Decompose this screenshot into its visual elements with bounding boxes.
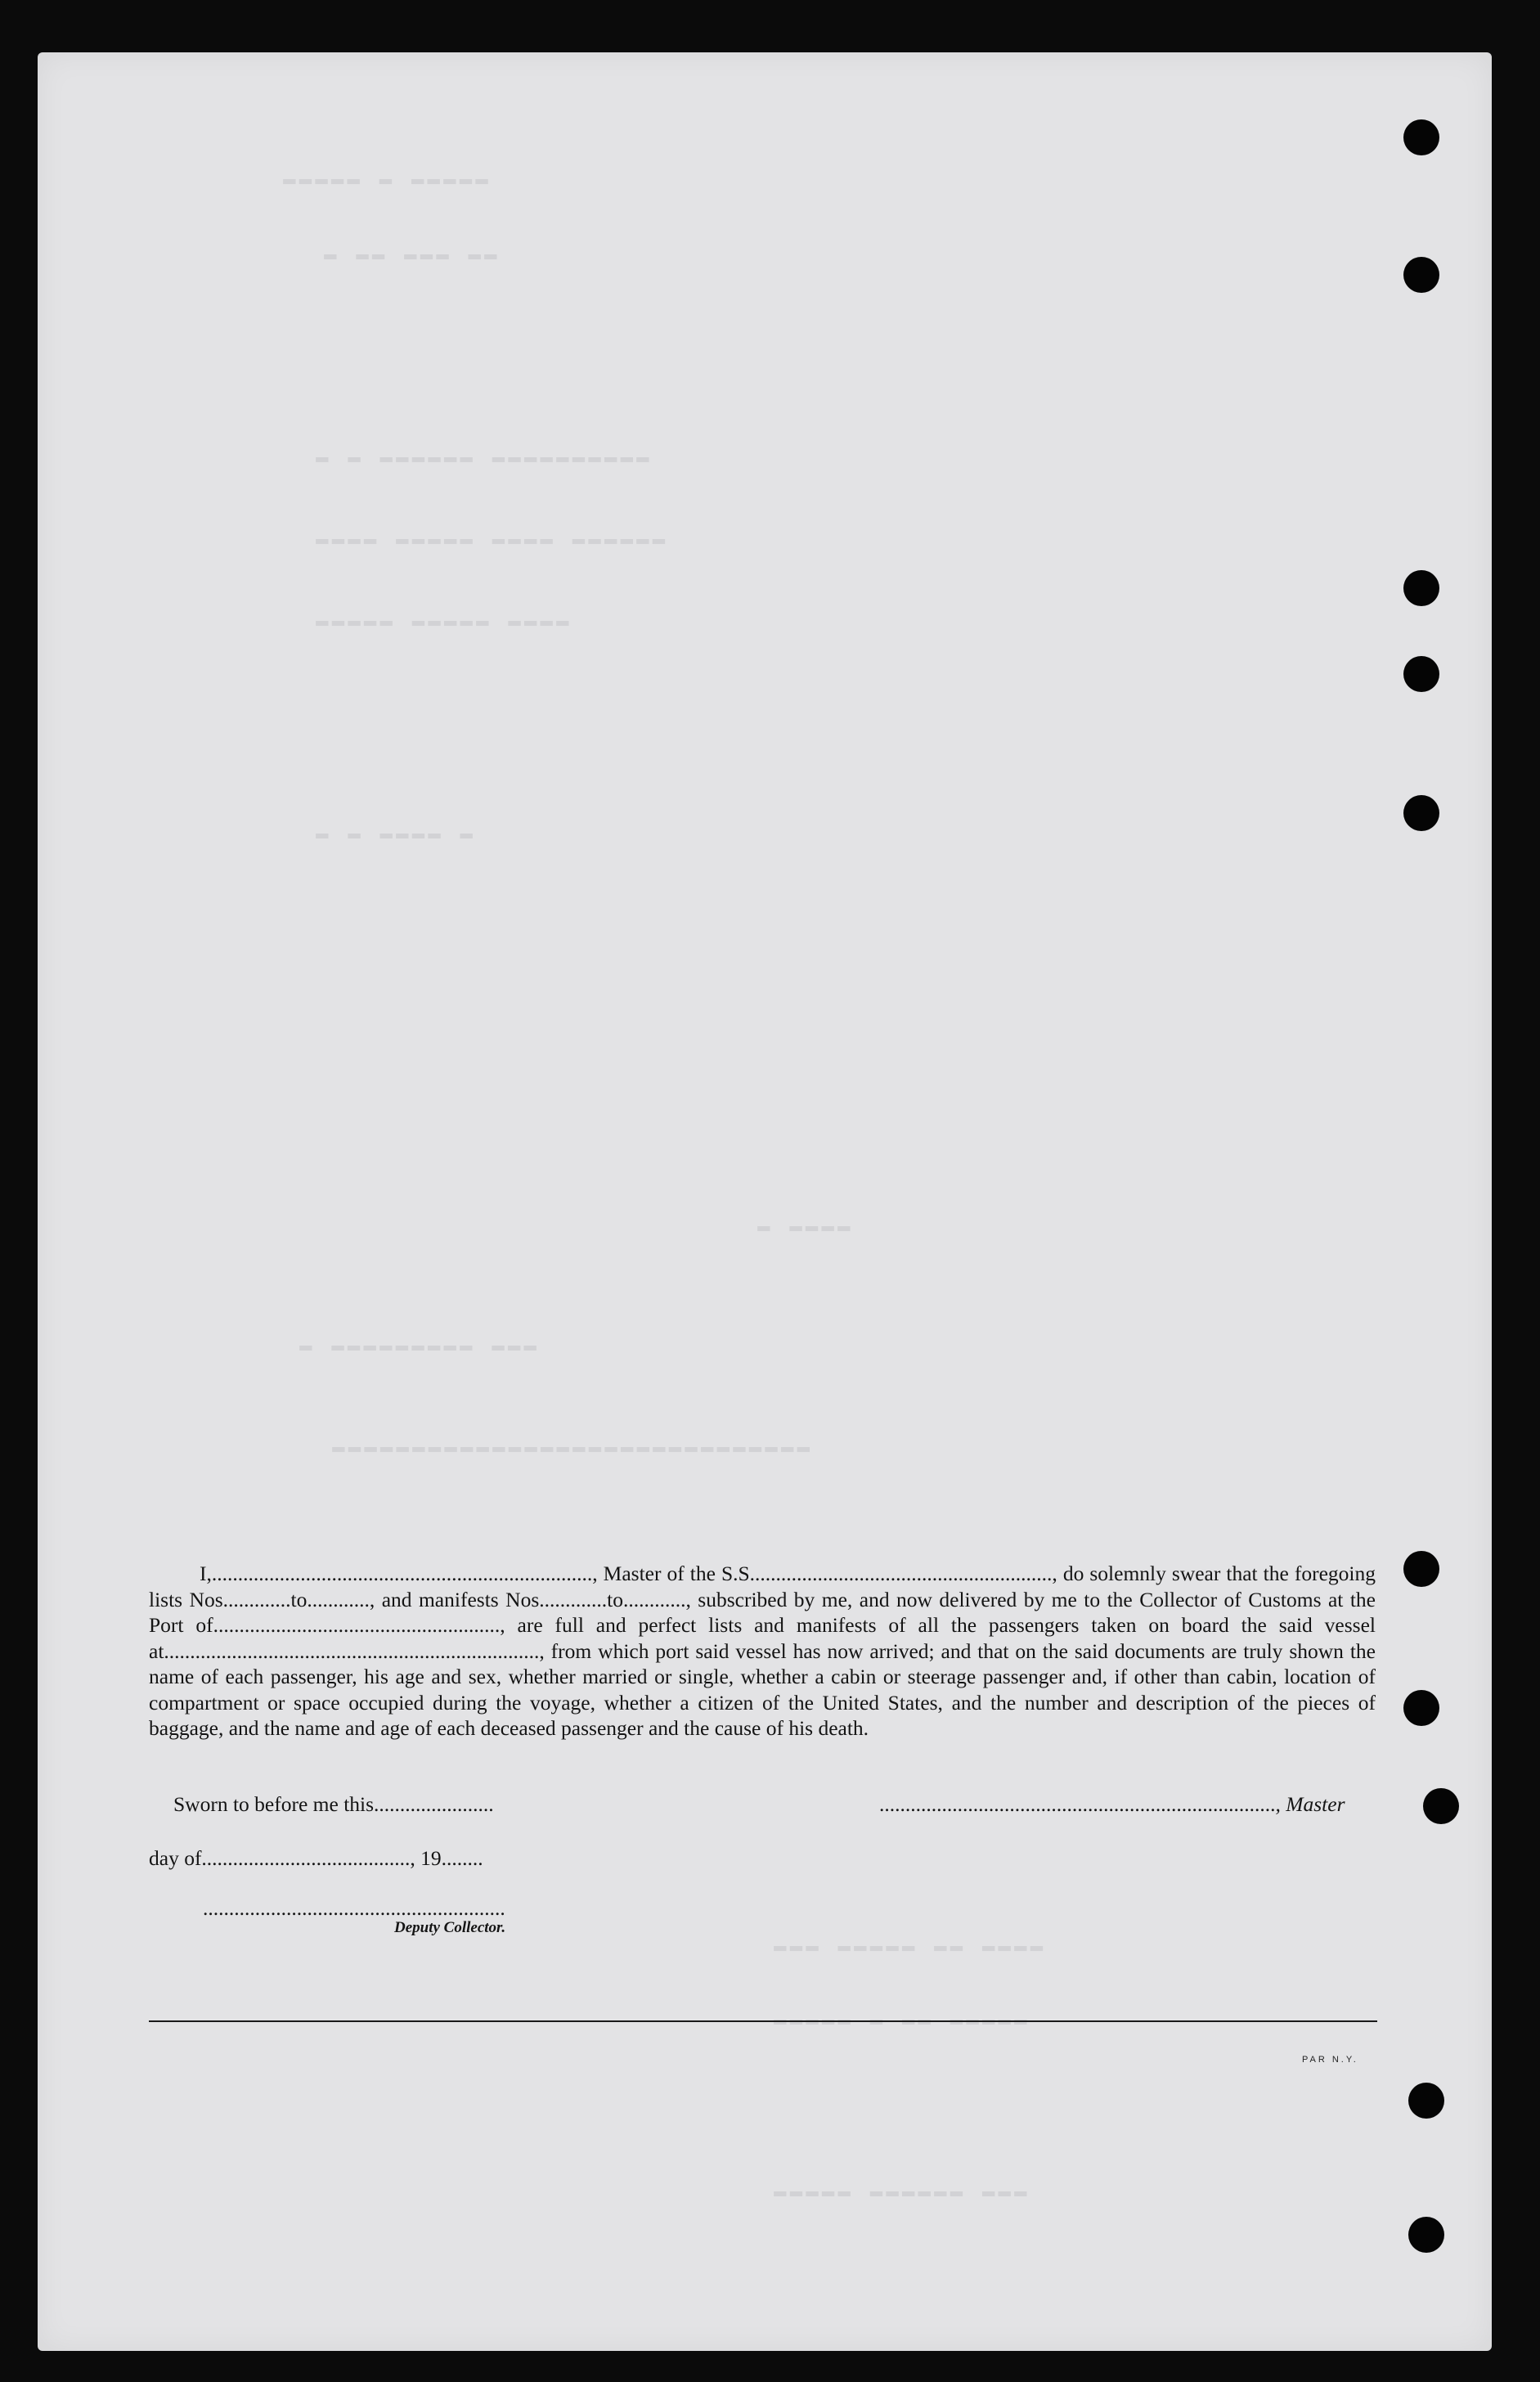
punch-hole [1423, 1788, 1459, 1824]
bleed-through-mark: ▬▬▬▬▬ ▬ ▬▬▬▬▬ [283, 167, 492, 191]
master-signature-dots: ............................................................................ [879, 1792, 1276, 1816]
bleed-through-mark: ▬ ▬ ▬▬▬▬▬▬ ▬▬▬▬▬▬▬▬▬▬ [316, 445, 653, 470]
manifest-page [38, 52, 1492, 2351]
footer-rule [149, 2020, 1377, 2022]
punch-hole [1403, 1551, 1439, 1587]
punch-hole [1403, 570, 1439, 606]
punch-hole [1408, 2083, 1444, 2119]
bleed-through-mark: ▬▬▬ ▬▬▬▬▬ ▬▬ ▬▬▬▬ [774, 1934, 1047, 1958]
bleed-through-mark: ▬▬▬▬▬ ▬▬▬▬▬▬ ▬▬▬ [774, 2179, 1030, 2204]
punch-hole [1403, 257, 1439, 293]
bleed-through-mark: ▬▬▬▬▬ ▬ ▬▬ ▬▬▬▬▬ [774, 2007, 1030, 2032]
bleed-through-mark: ▬▬▬▬▬ ▬▬▬▬▬ ▬▬▬▬ [316, 609, 572, 633]
sworn-before-line: Sworn to before me this....................... [173, 1792, 494, 1816]
deputy-collector-label: Deputy Collector. [394, 1919, 506, 1936]
bleed-through-mark: ▬▬▬▬▬▬▬▬▬▬▬▬▬▬▬▬▬▬▬▬▬▬▬▬▬▬▬▬▬▬ [332, 1435, 814, 1459]
punch-hole [1408, 2217, 1444, 2253]
punch-hole [1403, 795, 1439, 831]
bleed-through-mark: ▬ ▬▬ ▬▬▬ ▬▬ [324, 242, 501, 267]
punch-hole [1403, 119, 1439, 155]
master-label: , Master [1275, 1792, 1345, 1816]
punch-hole [1403, 1690, 1439, 1726]
printer-mark: PAR N.Y. [1302, 2055, 1358, 2065]
master-signature-line [879, 1792, 1345, 1817]
master-oath-paragraph: I,........................................................................., Master of the S.S.........................................................., do solemnly swear that the foregoing lists Nos.............to............, and manifests Nos.............to............, subscribed by me, and now delivered by me to the Collector of Customs at the Port of......................................................., are full and perfect lists and manifests of all the passengers taken on board the said vessel at........................................................................, from which port said vessel has now arrived; and that on the said documents are truly shown the name of each passenger, his age and sex, whether married or single, whether a cabin or steerage passenger and, if other than cabin, location of compartment or space occupied during the voyage, whether a citizen of the United States, and the number and description of the pieces of baggage, and the name and age of each deceased passenger and the cause of his death. [149, 1562, 1376, 1740]
bleed-through-mark: ▬▬▬▬ ▬▬▬▬▬ ▬▬▬▬ ▬▬▬▬▬▬ [316, 527, 669, 551]
day-date-line: day of........................................, 19........ [149, 1846, 483, 1870]
deputy-signature-dots: .......................................................... [203, 1896, 505, 1920]
bleed-through-mark: ▬ ▬▬▬▬ [757, 1214, 854, 1238]
punch-hole [1403, 656, 1439, 692]
bleed-through-mark: ▬ ▬▬▬▬▬▬▬▬▬ ▬▬▬ [299, 1333, 541, 1358]
bleed-through-mark: ▬ ▬ ▬▬▬▬ ▬ [316, 821, 477, 846]
